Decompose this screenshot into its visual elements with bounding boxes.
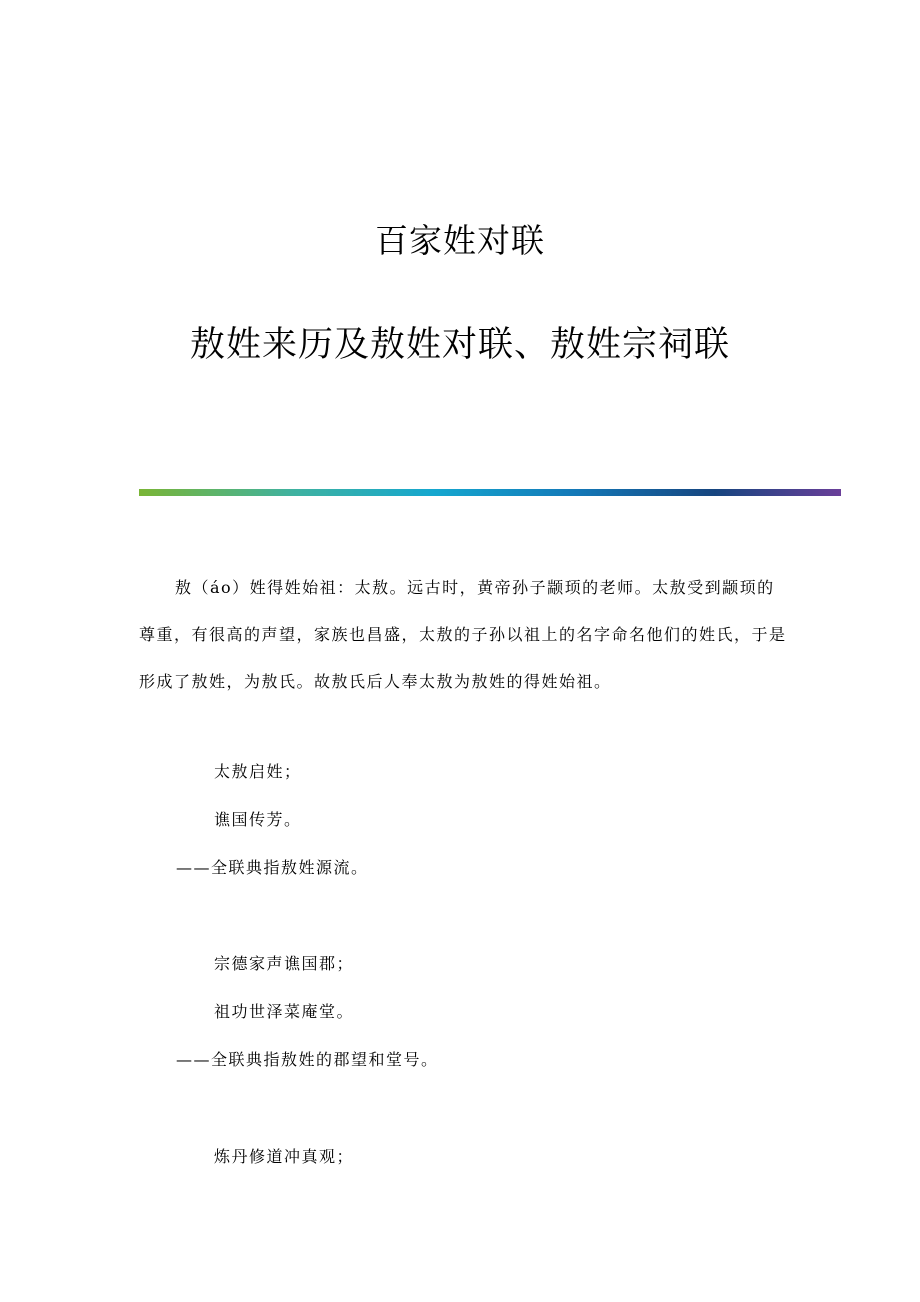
couplet-1-line-2: 谯国传芳。 xyxy=(214,810,302,829)
couplet-2-line-2: 祖功世泽菜庵堂。 xyxy=(214,1002,355,1021)
intro-paragraph: 敖（áo）姓得姓始祖：太敖。远古时，黄帝孙子颛顼的老师。太敖受到颛顼的尊重，有很高的声望，家族也昌盛，太敖的子孙以祖上的名字命名他们的姓氏，于是形成了敖姓，为敖氏。故敖氏后人奉太敖为敖姓的得姓始祖。 xyxy=(139,578,787,691)
couplet-2-line-1: 宗德家声谯国郡； xyxy=(214,954,355,973)
gradient-divider xyxy=(139,489,841,496)
page-subtitle: 敖姓来历及敖姓对联、敖姓宗祠联 xyxy=(189,325,730,365)
couplet-3-line-1: 炼丹修道冲真观； xyxy=(214,1147,355,1166)
page-title: 百家姓对联 xyxy=(375,221,545,260)
couplet-1-note: ——全联典指敖姓源流。 xyxy=(176,858,369,877)
couplet-2-note: ——全联典指敖姓的郡望和堂号。 xyxy=(176,1050,439,1069)
couplet-1-line-1: 太敖启姓； xyxy=(214,762,302,781)
